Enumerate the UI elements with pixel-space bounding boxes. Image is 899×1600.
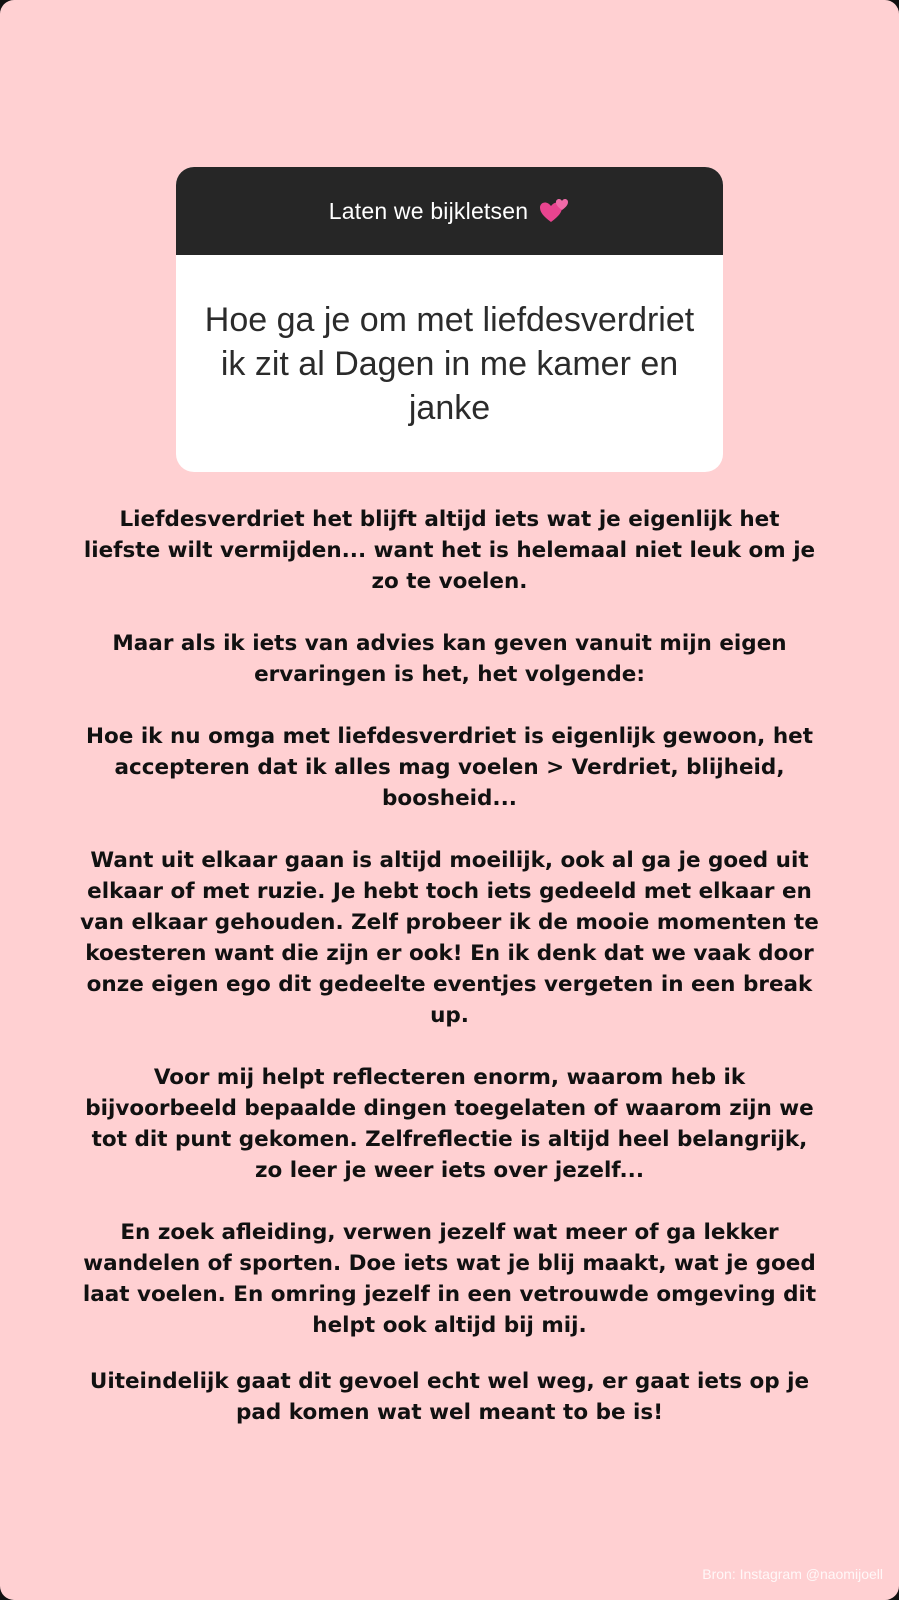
two-hearts-icon: [538, 195, 570, 227]
answer-paragraph: Liefdesverdriet het blijft altijd iets wat je eigenlijk het liefste wilt vermijden... want het is helemaal niet leuk om je zo te voelen.: [83, 507, 816, 594]
question-sticker-header: [176, 167, 723, 255]
answer-paragraph: Uiteindelijk gaat dit gevoel echt wel weg, er gaat iets op je pad komen wat wel meant to be is!: [89, 1369, 810, 1425]
answer-text: [80, 504, 819, 1459]
question-text: Hoe ga je om met liefdesverdriet ik zit al Dagen in me kamer en janke: [204, 300, 695, 427]
source-credit: Bron: Instagram @naomijoell: [702, 1566, 883, 1582]
answer-paragraph: Want uit elkaar gaan is altijd moeilijk, ook al ga je goed uit elkaar of met ruzie. Je hebt toch iets gedeeld met elkaar en van elkaar gehouden. Zelf probeer ik de mooie momenten te koesteren want die zijn er ook! En ik denk dat we vaak door onze eigen ego dit gedeelte eventjes vergeten in een break up.: [80, 848, 819, 1028]
answer-paragraph: Voor mij helpt reflecteren enorm, waarom heb ik bijvoorbeeld bepaalde dingen toegelaten of waarom zijn we tot dit punt gekomen. Zelfreflectie is altijd heel belangrijk, zo leer je weer iets over jezelf...: [85, 1065, 814, 1183]
answer-paragraph: En zoek afleiding, verwen jezelf wat meer of ga lekker wandelen of sporten. Doe iets wat je blij maakt, wat je goed laat voelen. En omring jezelf in een vetrouwde omgeving dit helpt ook altijd bij mij.: [82, 1220, 817, 1338]
question-sticker-title: Laten we bijkletsen: [328, 197, 529, 224]
question-sticker: [176, 167, 723, 472]
answer-paragraph: Maar als ik iets van advies kan geven vanuit mijn eigen ervaringen is het, het volgende:: [112, 631, 787, 687]
answer-paragraph: Hoe ik nu omga met liefdesverdriet is eigenlijk gewoon, het accepteren dat ik alles mag voelen > Verdriet, blijheid, boosheid...: [85, 724, 813, 811]
